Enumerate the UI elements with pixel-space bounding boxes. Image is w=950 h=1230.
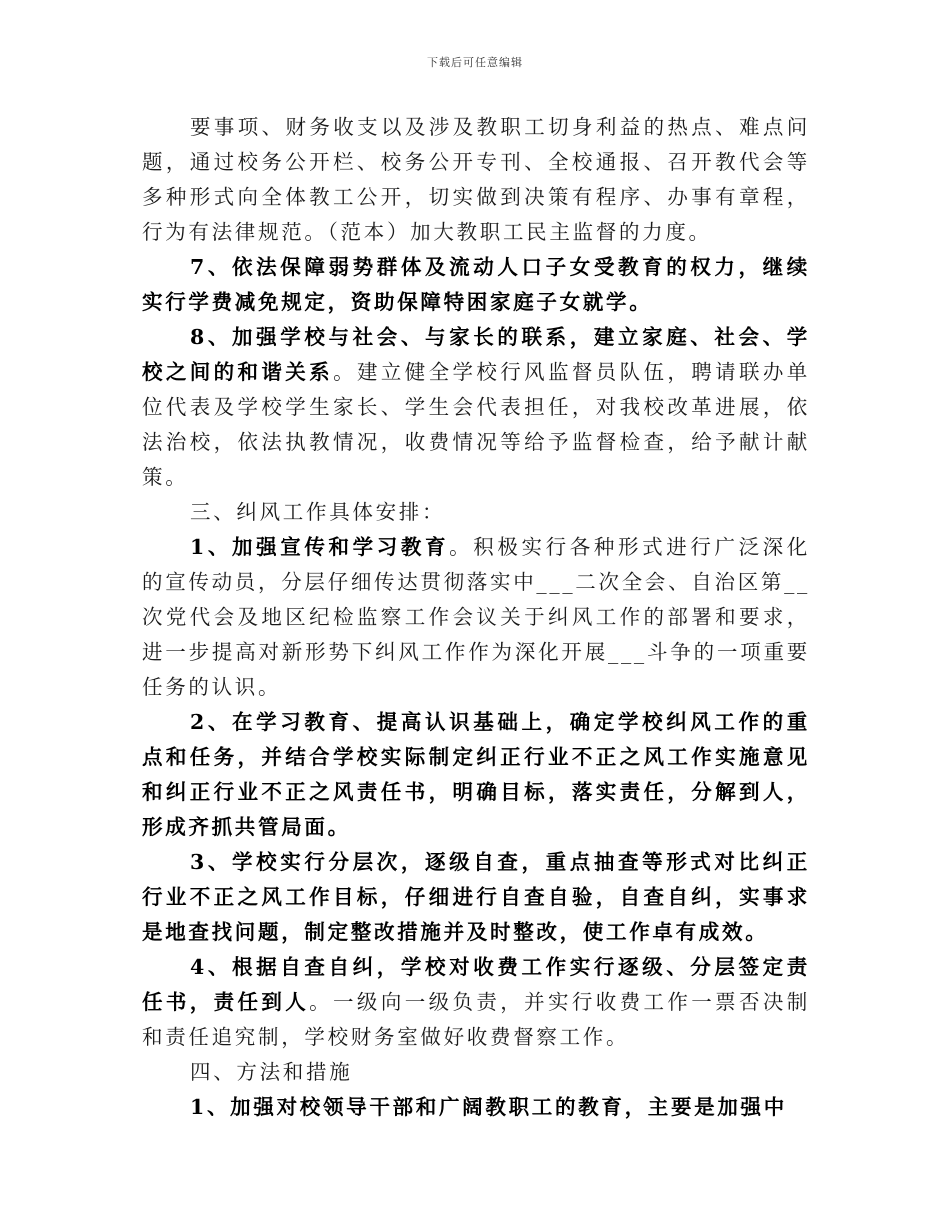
- paragraph-method-1: 1、加强对校领导干部和广阔教职工的教育，主要是加强中: [190, 1095, 787, 1119]
- paragraph-arrangement-1-lead: 1、加强宣传和学习教育: [190, 535, 450, 559]
- section-heading-3: 三、纠风工作具体安排：: [190, 500, 446, 524]
- paragraph-arrangement-4-lead: 4、根据自查自纠，学校对收费工作实行逐级、分层签定责任书，责任到人: [142, 955, 810, 1014]
- section-heading-4: 四、方法和措施: [190, 1060, 353, 1084]
- page-header-note: 下载后可任意编辑: [427, 56, 523, 69]
- paragraph-arrangement-3: 3、学校实行分层次，逐级自查，重点抽查等形式对比纠正行业不正之风工作目标，仔细进行自查自验，自查自纠，实事求是地查找问题，制定整改措施并及时整改，使工作卓有成效。: [142, 850, 810, 944]
- paragraph-arrangement-1-body: 。积极实行各种形式进行广泛深化的宣传动员，分层仔细传达贯彻落实中___二次全会、自治区第__次党代会及地区纪检监察工作会议关于纠风工作的部署和要求，进一步提高对新形势下纠风工作作为深化开展___斗争的一项重要任务的认识。: [142, 535, 811, 699]
- paragraph-arrangement-1: [142, 530, 810, 705]
- paragraph-item-7: 7、依法保障弱势群体及流动人口子女受教育的权力，继续实行学费减免规定，资助保障特困家庭子女就学。: [142, 255, 810, 314]
- paragraph-arrangement-4: [142, 950, 810, 1055]
- document-body: [142, 110, 810, 1125]
- paragraph-continuation: 要事项、财务收支以及涉及教职工切身利益的热点、难点问题，通过校务公开栏、校务公开专刊、全校通报、召开教代会等多种形式向全体教工公开，切实做到决策有程序、办事有章程，行为有法律规范。（范本）加大教职工民主监督的力度。: [142, 115, 810, 244]
- paragraph-item-8-lead: 8、加强学校与社会、与家长的联系，建立家庭、社会、学校之间的和谐关系: [142, 325, 810, 384]
- paragraph-arrangement-2: 2、在学习教育、提高认识基础上，确定学校纠风工作的重点和任务，并结合学校实际制定纠正行业不正之风工作实施意见和纠正行业不正之风责任书，明确目标，落实责任，分解到人，形成齐抓共管局面。: [142, 710, 810, 839]
- paragraph-arrangement-4-body: 。一级向一级负责，并实行收费工作一票否决制和责任追究制，学校财务室做好收费督察工作。: [142, 990, 810, 1049]
- paragraph-item-8-body: 。建立健全学校行风监督员队伍，聘请联办单位代表及学校学生家长、学生会代表担任，对我校改革进展，依法治校，依法执教情况，收费情况等给予监督检查，给予献计献策。: [142, 360, 811, 489]
- paragraph-item-8: [142, 320, 810, 495]
